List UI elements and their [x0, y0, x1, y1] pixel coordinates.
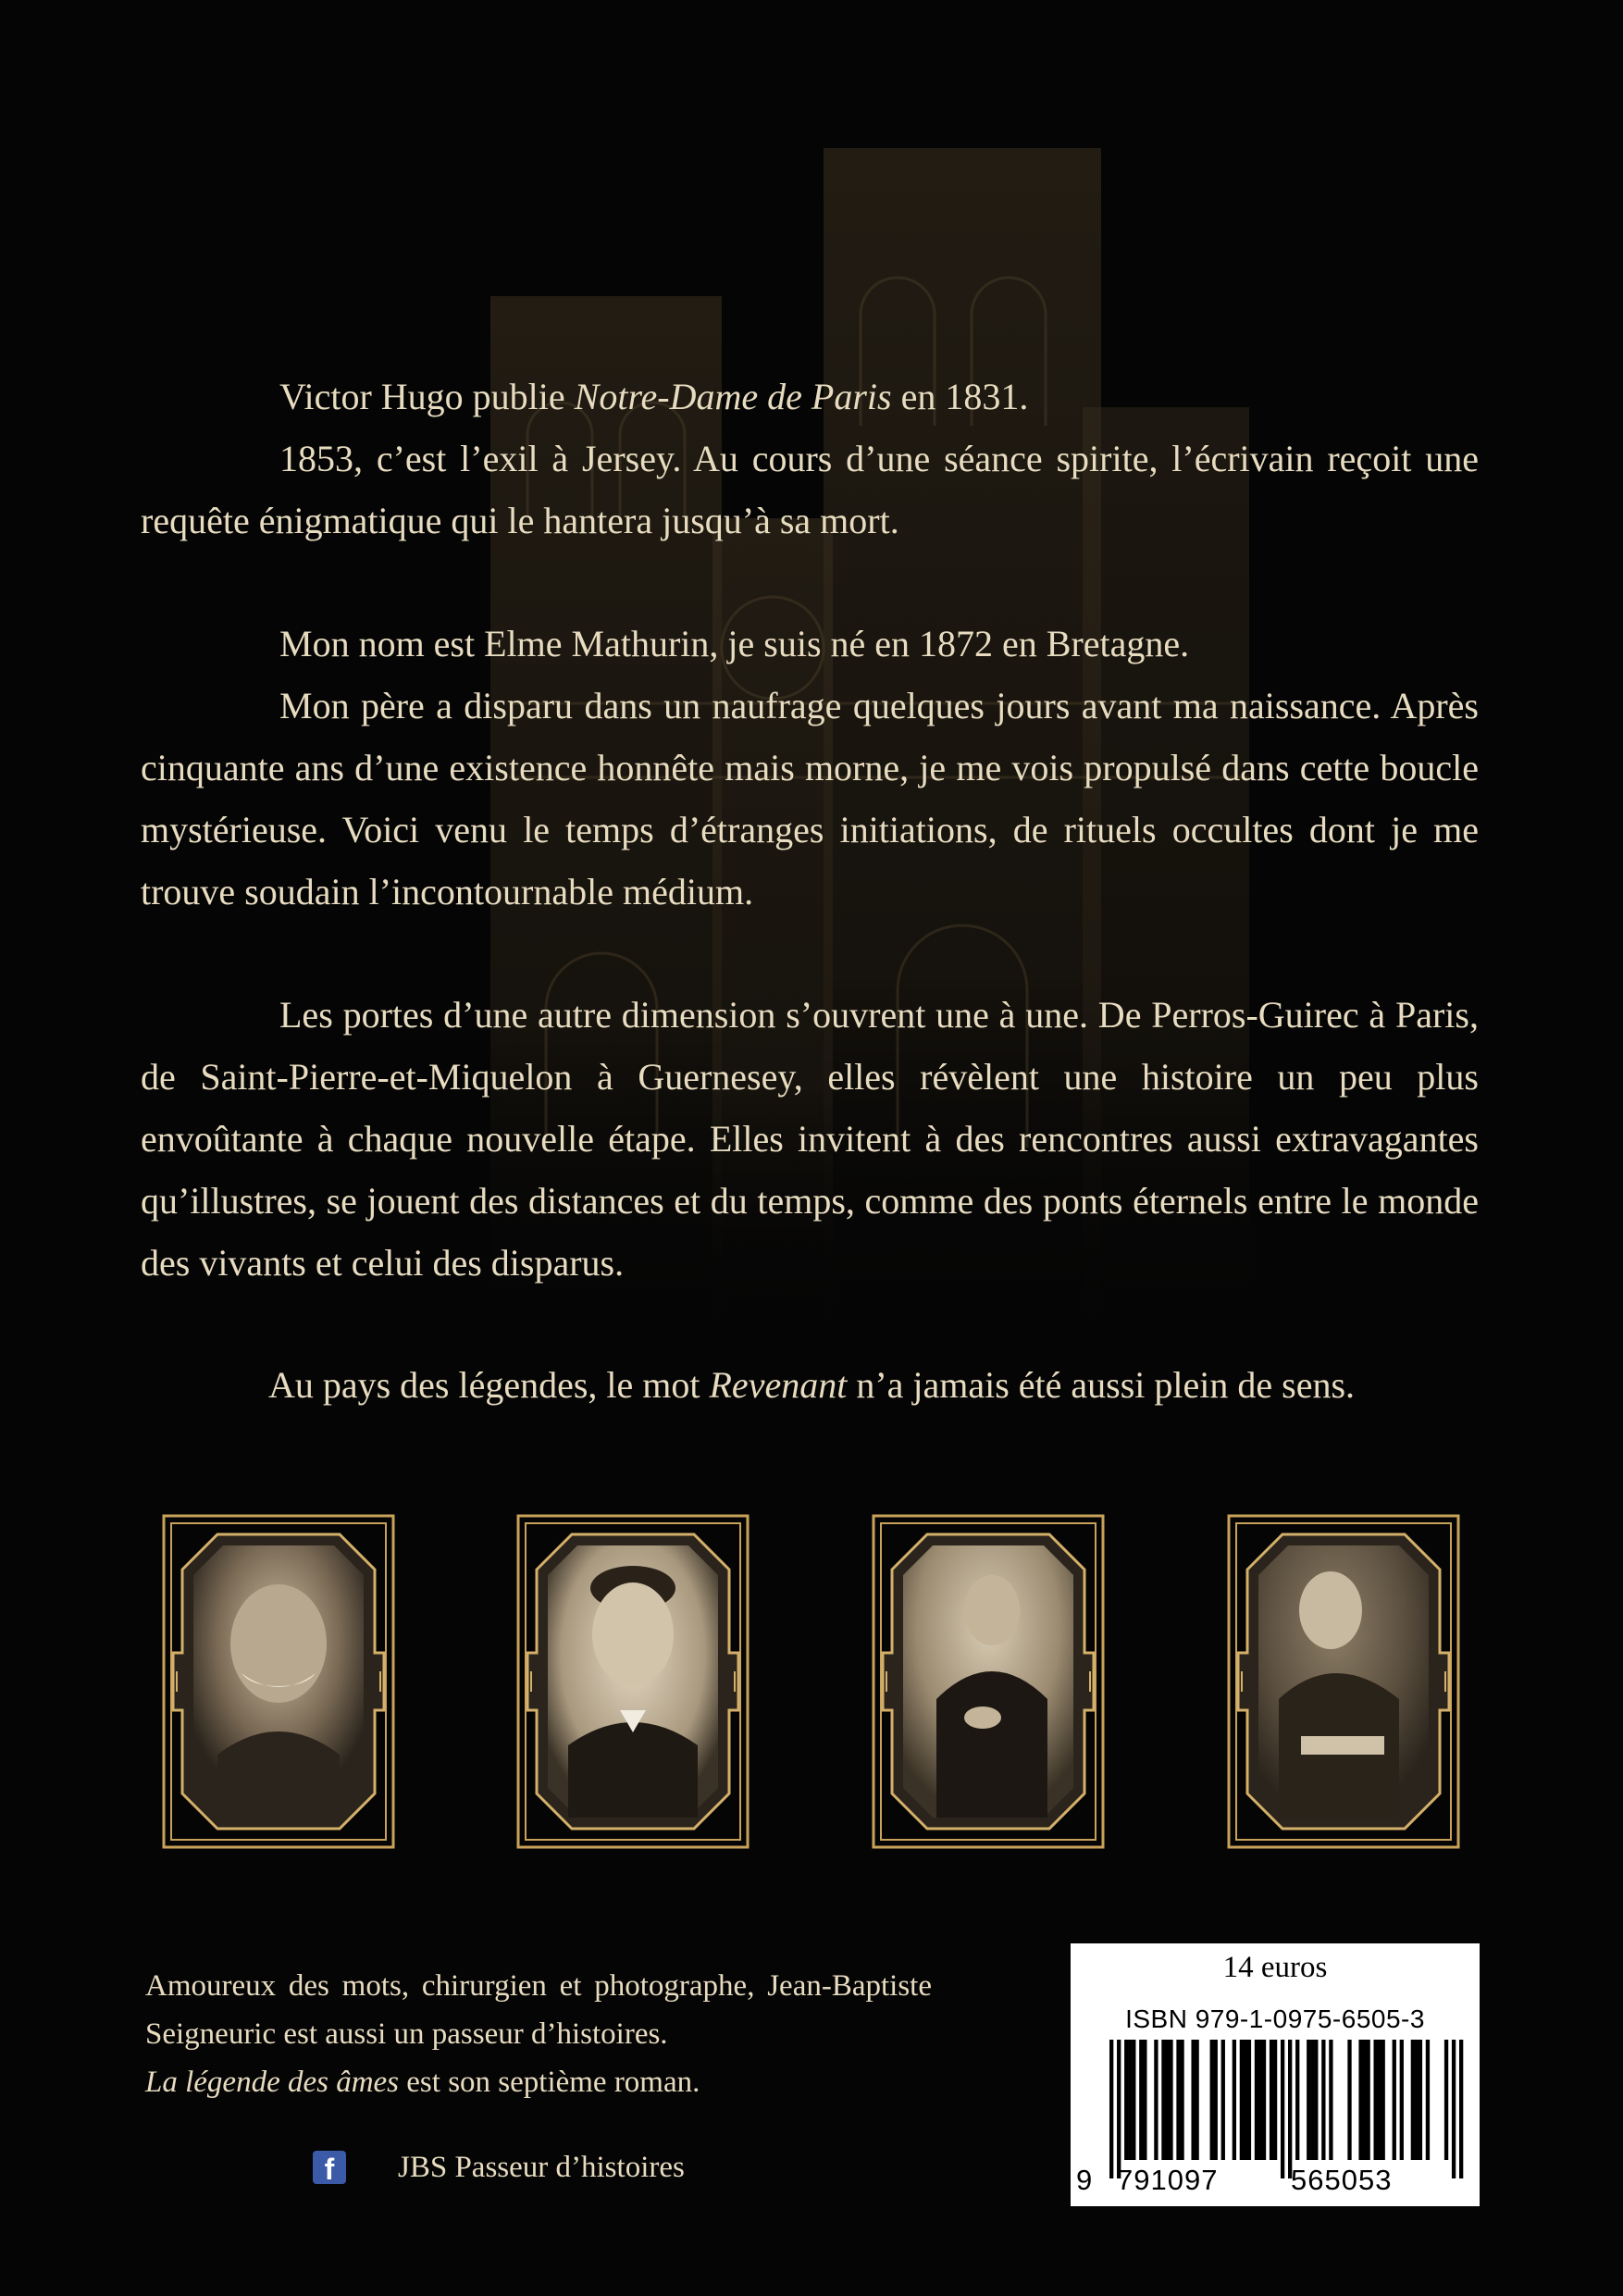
synopsis-line: 1853, c’est l’exil à Jersey. Au cours d’une séance spirite, l’écrivain reçoit une requête énigmatique qui le hantera jusqu’à sa mort.	[141, 438, 1479, 541]
isbn-barcode-block	[1071, 1943, 1480, 2206]
barcode-bar	[1314, 2040, 1318, 2160]
barcode-bar	[1362, 2040, 1366, 2160]
closing-sentence	[0, 1354, 1623, 1416]
barcode-bar	[1378, 2040, 1381, 2160]
barcode-bar	[1169, 2040, 1172, 2160]
barcode-bar	[1117, 2040, 1121, 2178]
barcode-bar	[1307, 2040, 1310, 2160]
barcode-bar	[1109, 2040, 1113, 2178]
barcode-bar	[1191, 2040, 1195, 2160]
barcode-bar	[1415, 2040, 1419, 2160]
portrait-seated-writer-icon	[872, 1514, 1105, 1849]
barcode-bar	[1139, 2040, 1143, 2160]
synopsis-line	[141, 366, 1479, 428]
barcode-bar	[1165, 2040, 1169, 2160]
barcode-bar	[1452, 2040, 1456, 2178]
price-label: 14 euros	[1222, 1951, 1328, 1984]
barcode-bar	[1210, 2040, 1214, 2160]
text-run: Victor Hugo publie	[279, 376, 575, 417]
isbn-label: ISBN 979-1-0975-6505-3	[1125, 2004, 1425, 2033]
barcode-bar	[1281, 2040, 1284, 2178]
barcode-bar	[1358, 2040, 1362, 2160]
barcode-bar	[1128, 2040, 1132, 2160]
text-run: en 1831.	[891, 376, 1029, 417]
barcode-bar	[1143, 2040, 1146, 2160]
barcode-bar	[1347, 2040, 1351, 2160]
barcode-bar	[1255, 2040, 1258, 2160]
barcode-digit-first: 9	[1076, 2164, 1094, 2196]
portrait-seated-elder-icon	[1227, 1514, 1460, 1849]
portrait-mustached-man-icon	[162, 1514, 395, 1849]
synopsis-line: Mon nom est Elme Mathurin, je suis né en 1872 en Bretagne.	[279, 623, 1190, 664]
novel-title: La légende des âmes	[145, 2066, 400, 2099]
synopsis	[141, 366, 1479, 1294]
author-bio	[145, 1962, 932, 2106]
facebook-link[interactable]	[313, 2147, 685, 2188]
barcode-bar	[1270, 2040, 1273, 2160]
barcode-digit-group-2: 565053	[1291, 2164, 1393, 2196]
barcode-bar	[1132, 2040, 1135, 2160]
barcode-bar	[1310, 2040, 1314, 2160]
portrait-smiling-man-icon	[516, 1514, 750, 1849]
bio-line	[145, 2058, 932, 2106]
text-run: est son septième roman.	[399, 2066, 700, 2099]
portrait-frame-2	[516, 1514, 750, 1849]
barcode-bar	[1288, 2040, 1292, 2178]
barcode-bars	[1087, 2040, 1468, 2178]
barcode-bar	[1154, 2040, 1158, 2160]
barcode-bar	[1180, 2040, 1183, 2160]
barcode-bar	[1419, 2040, 1422, 2160]
portrait-frame-3	[872, 1514, 1105, 1849]
barcode-bar	[1329, 2040, 1332, 2160]
barcode-bar	[1321, 2040, 1325, 2160]
barcode-bar	[1161, 2040, 1165, 2160]
bio-line: Amoureux des mots, chirurgien et photographe, Jean-Baptiste Seigneuric est aussi un passeur d’histoires.	[145, 1969, 932, 2051]
barcode-bar	[1400, 2040, 1404, 2160]
barcode-bar	[1214, 2040, 1218, 2160]
synopsis-line: Les portes d’une autre dimension s’ouvrent une à une. De Perros-Guirec à Paris, de Saint-Pierre-et-Miquelon à Guernesey, elles révèlent une histoire un peu plus envoûtante à chaque nouvelle étape. Elles invitent à des rencontres aussi extravagantes qu’illustres, se jouent des distances et du temps, comme des ponts éternels entre le monde des vivants et celui des disparus.	[141, 994, 1479, 1284]
barcode-bar	[1393, 2040, 1396, 2160]
barcode-bar	[1258, 2040, 1262, 2160]
barcode-bar	[1295, 2040, 1299, 2160]
barcode-bar	[1459, 2040, 1463, 2178]
text-run: n’a jamais été aussi plein de sens.	[847, 1364, 1356, 1406]
barcode-bar	[1426, 2040, 1430, 2160]
barcode-bar	[1176, 2040, 1180, 2160]
barcode-bar	[1381, 2040, 1385, 2160]
text-run: Au pays des légendes, le mot	[267, 1364, 710, 1406]
barcode-bar	[1262, 2040, 1266, 2160]
barcode-bar	[1273, 2040, 1277, 2160]
barcode-bar	[1247, 2040, 1251, 2160]
book-title-notre-dame: Notre-Dame de Paris	[574, 376, 892, 417]
barcode-bar	[1444, 2040, 1448, 2160]
facebook-icon[interactable]: f	[313, 2151, 346, 2184]
portrait-frame-1	[162, 1514, 395, 1849]
barcode-bar	[1195, 2040, 1198, 2160]
barcode-bar	[1411, 2040, 1415, 2160]
synopsis-line: Mon père a disparu dans un naufrage quelques jours avant ma naissance. Après cinquante ans d’une existence honnête mais morne, je me vois propulsé dans cette boucle mystérieuse. Voici venu le temps d’étranges initiations, de rituels occultes dont je me trouve soudain l’incontournable médium.	[141, 685, 1479, 912]
barcode-bar	[1221, 2040, 1225, 2160]
portrait-frame-4	[1227, 1514, 1460, 1849]
facebook-page-label[interactable]: JBS Passeur d’histoires	[398, 2150, 685, 2184]
barcode-bar	[1240, 2040, 1244, 2160]
barcode-bar	[1233, 2040, 1236, 2160]
barcode-digit-group-1: 791097	[1117, 2164, 1219, 2196]
barcode-bar	[1124, 2040, 1128, 2160]
barcode-bar	[1366, 2040, 1369, 2160]
barcode-bar	[1373, 2040, 1377, 2160]
barcode-bar	[1244, 2040, 1247, 2160]
italic-word-revenant: Revenant	[709, 1364, 848, 1406]
